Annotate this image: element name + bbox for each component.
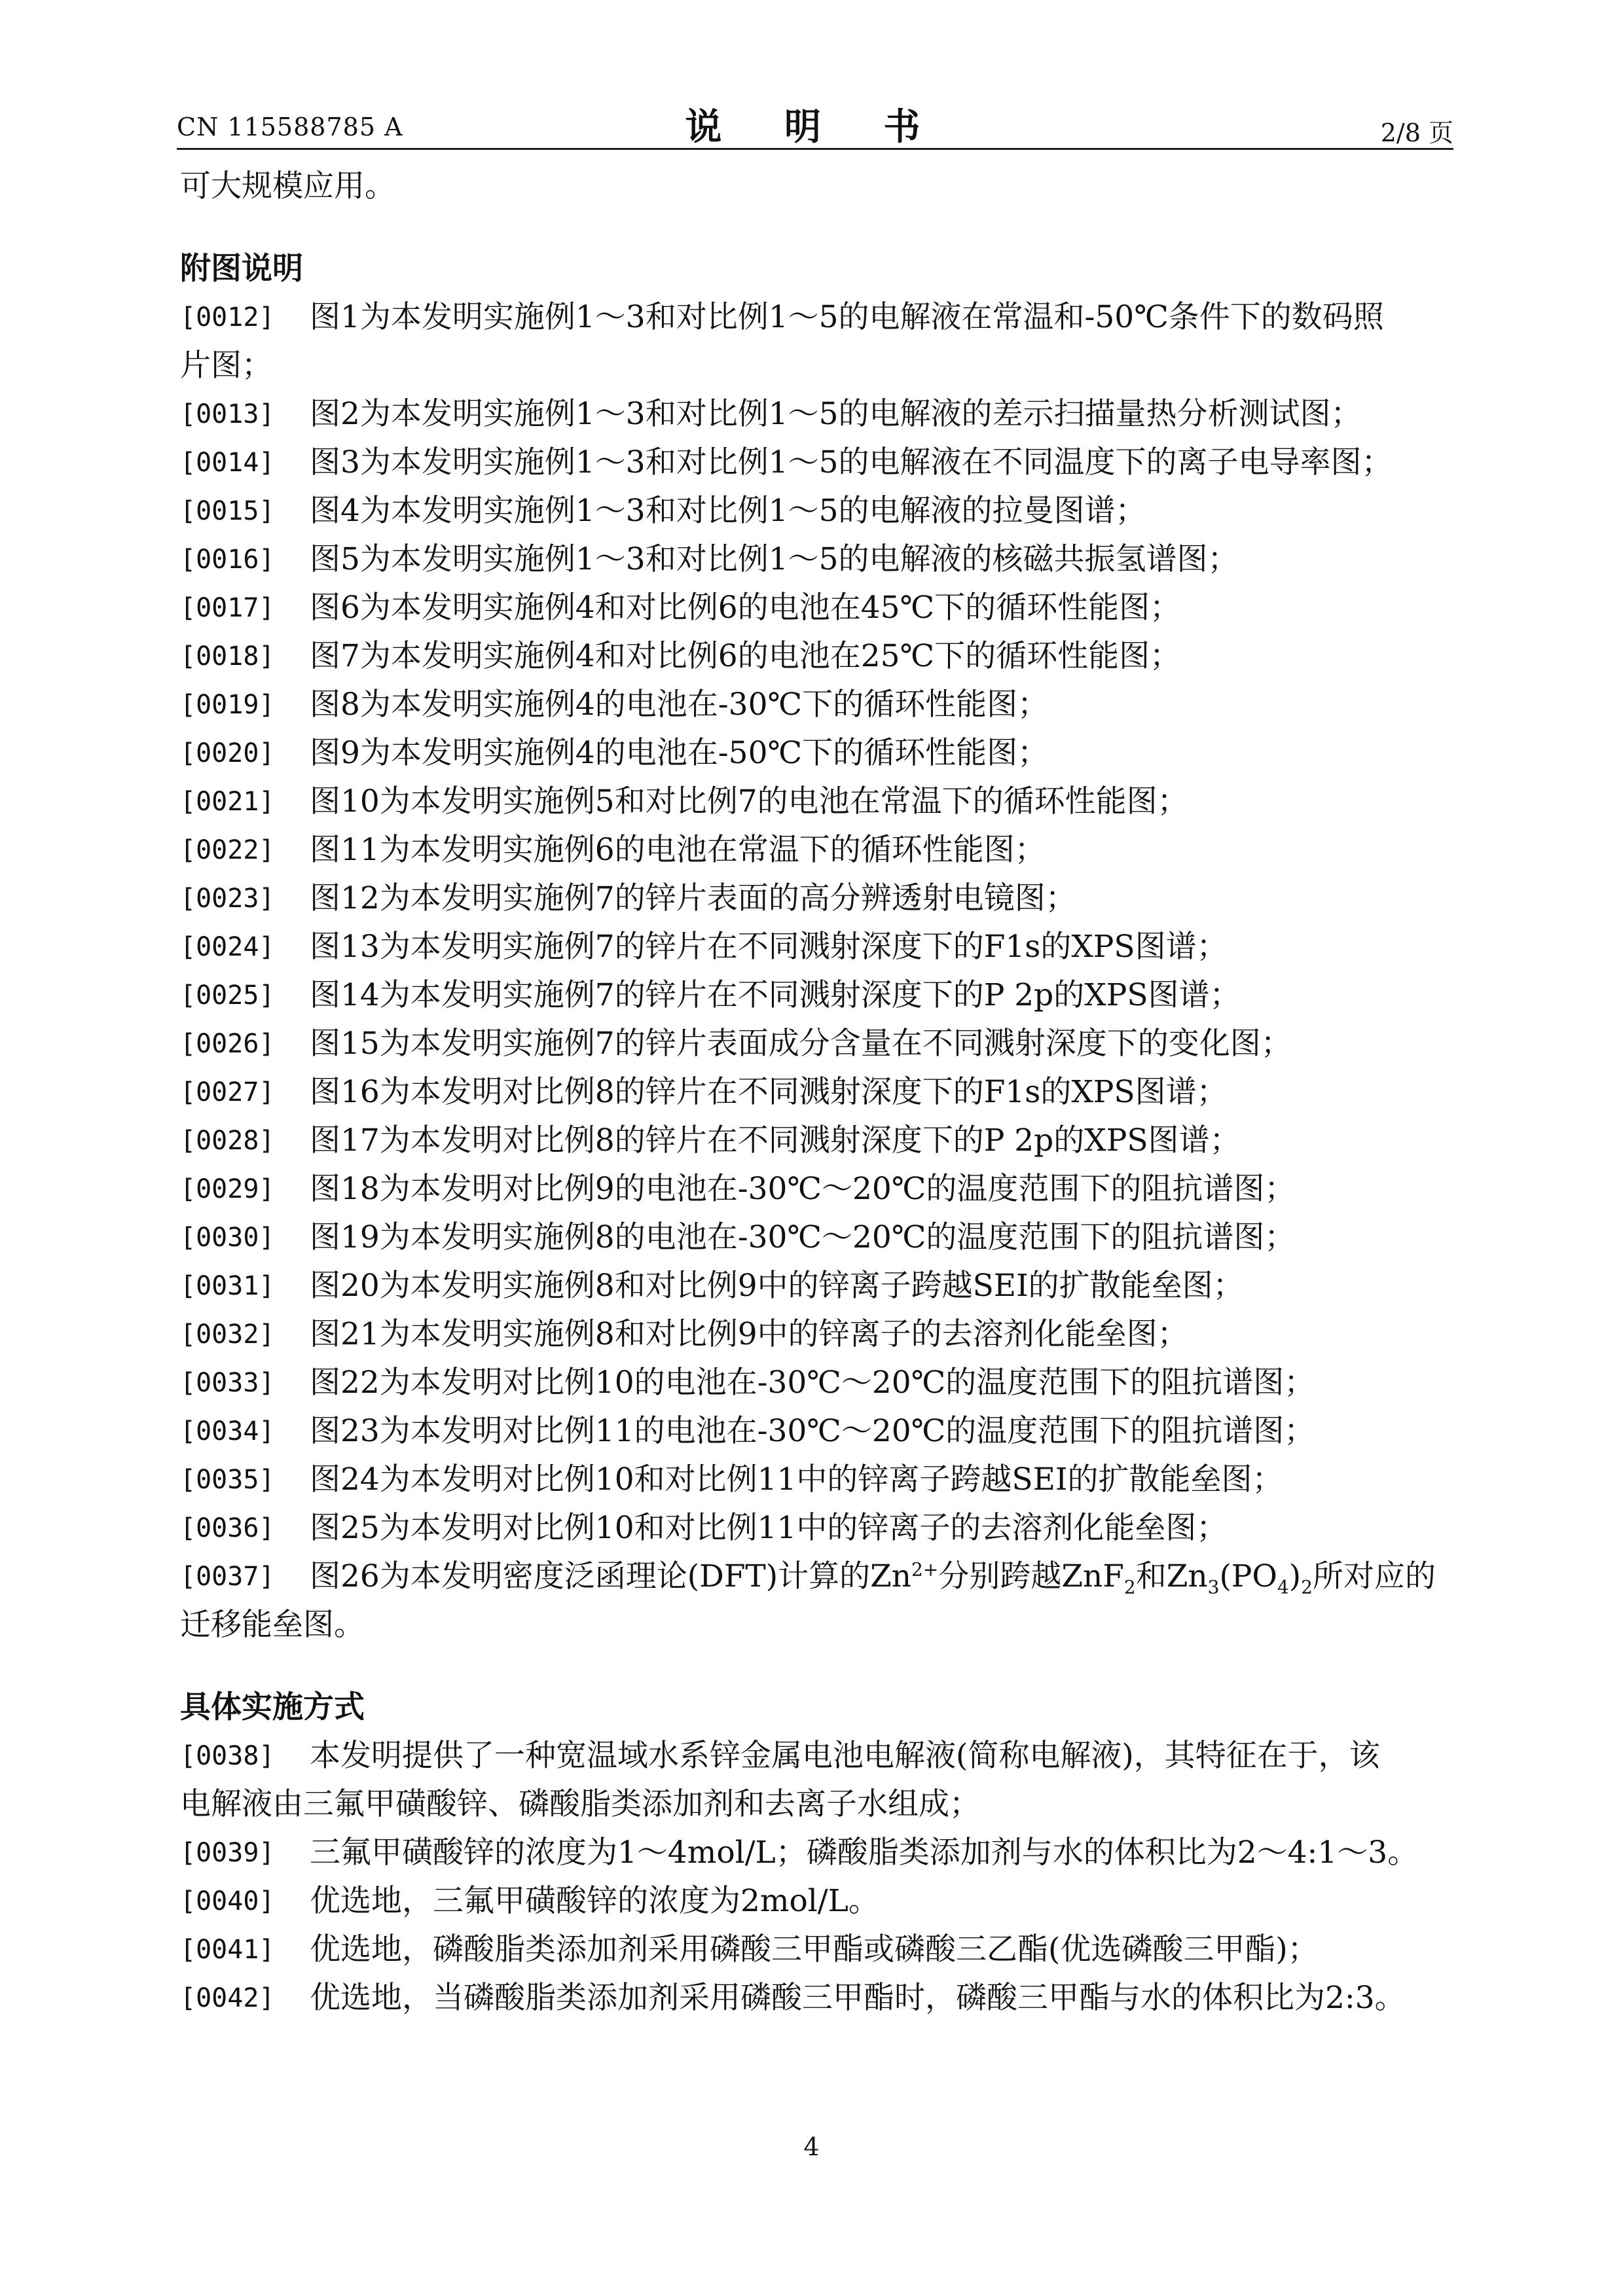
paragraph-text: 优选地，三氟甲磺酸锌的浓度为2mol/L。 [310, 1883, 879, 1919]
paragraph-text: 优选地，磷酸脂类添加剂采用磷酸三甲酯或磷酸三乙酯(优选磷酸三甲酯)； [310, 1931, 1319, 1967]
text-run: 分别跨越ZnF [938, 1558, 1124, 1594]
subscript: 3 [1207, 1576, 1220, 1598]
superscript: 2+ [911, 1558, 939, 1581]
paragraph-0017 [180, 584, 1450, 632]
paragraph-0012 [180, 293, 1450, 342]
paragraph-0013 [180, 390, 1450, 439]
paragraph-text: 图17为本发明对比例8的锌片在不同溅射深度下的P 2p的XPS图谱； [310, 1122, 1241, 1158]
paragraph-0025 [180, 971, 1450, 1020]
paragraph-number: [0032] [180, 1319, 275, 1350]
paragraph-text: 三氟甲磺酸锌的浓度为1～4mol/L；磷酸脂类添加剂与水的体积比为2～4:1～3。 [310, 1835, 1419, 1871]
text-run: 所对应的 [1312, 1558, 1436, 1594]
text-run: (PO [1219, 1558, 1277, 1594]
paragraph-continuation: 片图； [180, 348, 272, 384]
paragraph-text: 图23为本发明对比例11的电池在-30℃～20℃的温度范围下的阻抗谱图； [310, 1413, 1315, 1449]
paragraph-0029 [180, 1165, 1450, 1213]
paragraph-0030 [180, 1213, 1450, 1262]
header-rule [177, 148, 1453, 150]
paragraph-text: 图4为本发明实施例1～3和对比例1～5的电解液的拉曼图谱； [310, 493, 1146, 529]
paragraph-0028 [180, 1117, 1450, 1165]
paragraph-0015 [180, 487, 1450, 535]
paragraph-number: [0027] [180, 1077, 275, 1107]
text-run: ) [1288, 1558, 1302, 1594]
paragraph-number: [0017] [180, 593, 275, 623]
paragraph-0032 [180, 1310, 1450, 1359]
intro-line: 可大规模应用。 [180, 168, 395, 204]
page-number: 4 [803, 2132, 820, 2161]
paragraph-0021 [180, 778, 1450, 826]
paragraph-0041 [180, 1926, 1450, 1974]
paragraph-text: 图22为本发明对比例10的电池在-30℃～20℃的温度范围下的阻抗谱图； [310, 1365, 1315, 1401]
paragraph-number: [0029] [180, 1174, 275, 1204]
document-body [180, 162, 1450, 2022]
paragraph-number: [0040] [180, 1886, 275, 1916]
paragraph-0034 [180, 1407, 1450, 1456]
paragraph-number: [0018] [180, 641, 275, 672]
paragraph-number: [0021] [180, 787, 275, 817]
document-title: 说 明 书 [685, 105, 945, 149]
paragraph-text: 图3为本发明实施例1～3和对比例1～5的电解液在不同温度下的离子电导率图； [310, 444, 1393, 480]
paragraph-text: 图2为本发明实施例1～3和对比例1～5的电解液的差示扫描量热分析测试图； [310, 396, 1362, 432]
paragraph-number: [0034] [180, 1416, 275, 1446]
paragraph-0018 [180, 632, 1450, 681]
paragraph-number: [0025] [180, 980, 275, 1011]
paragraph-0026 [180, 1020, 1450, 1068]
paragraph-text: 图25为本发明对比例10和对比例11中的锌离子的去溶剂化能垒图； [310, 1510, 1228, 1546]
paragraph-text: 图1为本发明实施例1～3和对比例1～5的电解液在常温和-50℃条件下的数码照 [310, 299, 1384, 335]
paragraph-0016 [180, 535, 1450, 584]
paragraph-number: [0028] [180, 1126, 275, 1156]
paragraph-number: [0035] [180, 1465, 275, 1495]
paragraph-text: 优选地，当磷酸脂类添加剂采用磷酸三甲酯时，磷酸三甲酯与水的体积比为2:3。 [310, 1980, 1406, 2016]
paragraph-text: 图19为本发明实施例8的电池在-30℃～20℃的温度范围下的阻抗谱图； [310, 1219, 1296, 1255]
paragraph-number: [0015] [180, 496, 275, 526]
page-header [177, 98, 1453, 151]
figures-heading: 附图说明 [180, 251, 303, 287]
paragraph-number: [0022] [180, 835, 275, 865]
paragraph-text: 图18为本发明对比例9的电池在-30℃～20℃的温度范围下的阻抗谱图； [310, 1171, 1296, 1207]
paragraph-number: [0020] [180, 738, 275, 768]
paragraph-number: [0014] [180, 448, 275, 478]
paragraph-continuation: 电解液由三氟甲磺酸锌、磷酸脂类添加剂和去离子水组成； [180, 1786, 980, 1822]
paragraph-number: [0042] [180, 1983, 275, 2013]
paragraph-text: 图16为本发明对比例8的锌片在不同溅射深度下的F1s的XPS图谱； [310, 1074, 1228, 1110]
subscript: 4 [1277, 1576, 1289, 1598]
paragraph-0020 [180, 729, 1450, 778]
paragraph-number: [0039] [180, 1838, 275, 1868]
paragraph-number: [0036] [180, 1513, 275, 1543]
text-run: 图26为本发明密度泛函理论(DFT)计算的Zn [310, 1558, 912, 1594]
paragraph-text: 图24为本发明对比例10和对比例11中的锌离子跨越SEI的扩散能垒图； [310, 1462, 1283, 1498]
paragraph-text: 图15为本发明实施例7的锌片表面成分含量在不同溅射深度下的变化图； [310, 1026, 1292, 1062]
paragraph-text: 图8为本发明实施例4的电池在-30℃下的循环性能图； [310, 687, 1049, 723]
paragraph-0019 [180, 681, 1450, 729]
paragraph-0038 [180, 1732, 1450, 1780]
paragraph-number: [0019] [180, 690, 275, 720]
paragraph-text: 图7为本发明实施例4和对比例6的电池在25℃下的循环性能图； [310, 638, 1181, 674]
paragraph-number: [0026] [180, 1029, 275, 1059]
paragraph-number: [0024] [180, 932, 275, 962]
section-gap [180, 1649, 1450, 1683]
paragraph-0031 [180, 1262, 1450, 1310]
paragraph-number: [0031] [180, 1271, 275, 1301]
paragraph-0042 [180, 1974, 1450, 2022]
paragraph-number: [0023] [180, 884, 275, 914]
paragraph-text: 图21为本发明实施例8和对比例9中的锌离子的去溶剂化能垒图； [310, 1316, 1188, 1352]
paragraph-0040 [180, 1877, 1450, 1926]
paragraph-0022 [180, 826, 1450, 874]
paragraph-text: 图11为本发明实施例6的电池在常温下的循环性能图； [310, 832, 1046, 868]
paragraph-text: 图10为本发明实施例5和对比例7的电池在常温下的循环性能图； [310, 783, 1188, 819]
paragraph-0027 [180, 1068, 1450, 1117]
paragraph-number: [0016] [180, 545, 275, 575]
paragraph-continuation: 迁移能垒图。 [180, 1607, 365, 1643]
text-run: 和Zn [1135, 1558, 1208, 1594]
paragraph-text: 图9为本发明实施例4的电池在-50℃下的循环性能图； [310, 735, 1049, 771]
paragraph-number: [0030] [180, 1223, 275, 1253]
paragraph-text: 图20为本发明实施例8和对比例9中的锌离子跨越SEI的扩散能垒图； [310, 1268, 1244, 1304]
paragraph-0024 [180, 923, 1450, 971]
paragraph-text: 图12为本发明实施例7的锌片表面的高分辨透射电镜图； [310, 880, 1076, 916]
paragraph-text: 图13为本发明实施例7的锌片在不同溅射深度下的F1s的XPS图谱； [310, 929, 1228, 965]
paragraph-0035 [180, 1456, 1450, 1504]
paragraph-0023 [180, 874, 1450, 923]
paragraph-text [310, 1552, 1450, 1601]
paragraph-number: [0013] [180, 399, 275, 429]
paragraph-text: 本发明提供了一种宽温域水系锌金属电池电解液(简称电解液)，其特征在于，该 [310, 1738, 1380, 1774]
subscript: 2 [1301, 1576, 1313, 1598]
paragraph-0036 [180, 1504, 1450, 1552]
paragraph-text: 图6为本发明实施例4和对比例6的电池在45℃下的循环性能图； [310, 590, 1181, 626]
paragraph-number: [0012] [180, 302, 275, 332]
paragraph-text: 图14为本发明实施例7的锌片在不同溅射深度下的P 2p的XPS图谱； [310, 977, 1241, 1013]
paragraph-0039 [180, 1829, 1450, 1877]
paragraph-number: [0041] [180, 1935, 275, 1965]
paragraph-0014 [180, 439, 1450, 487]
paragraph-number: [0033] [180, 1368, 275, 1398]
subscript: 2 [1123, 1576, 1136, 1598]
paragraph-0037 [180, 1552, 1450, 1601]
embodiment-heading: 具体实施方式 [180, 1689, 365, 1725]
paragraph-number: [0037] [180, 1562, 275, 1592]
paragraph-number: [0038] [180, 1741, 275, 1771]
section-gap [180, 211, 1450, 245]
paragraph-0033 [180, 1359, 1450, 1407]
paragraph-text: 图5为本发明实施例1～3和对比例1～5的电解液的核磁共振氢谱图； [310, 541, 1239, 577]
patent-number: CN 115588785 A [177, 113, 403, 141]
page-indicator: 2/8 页 [1380, 118, 1453, 147]
